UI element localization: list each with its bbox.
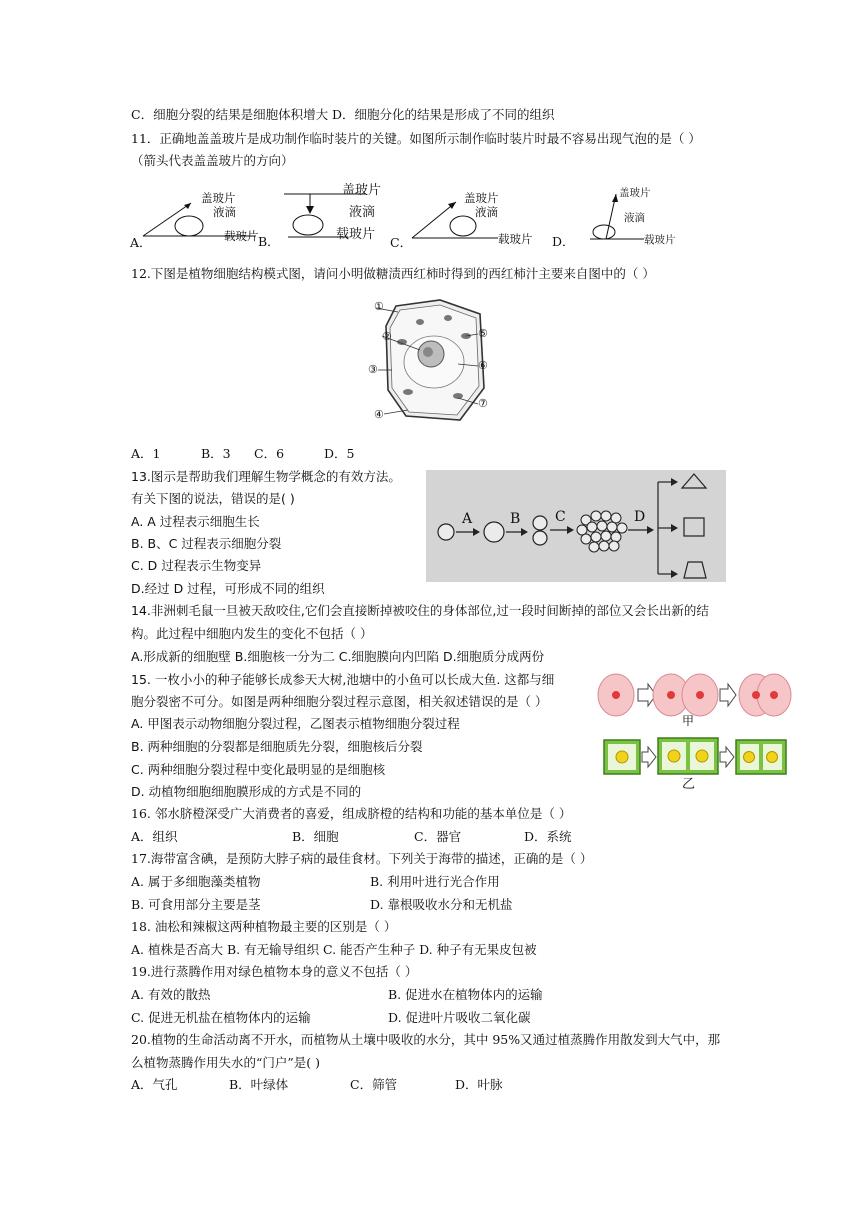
q19-option-d: D. 促进叶片吸收二氧化碳: [388, 1010, 531, 1025]
slide-label: 载玻片: [336, 227, 376, 242]
cell-process-diagram: [426, 470, 726, 582]
cell-label-4: ④: [374, 408, 384, 421]
q17-option-a: A. 属于多细胞藻类植物: [131, 874, 261, 889]
q20-option-d: D．叶脉: [455, 1077, 503, 1092]
q20-stem-line1: 20.植物的生命活动离不开水，而植物从土壤中吸收的水分，其中 95%又通过植蒸腾作用散发到大气中，那: [131, 1032, 721, 1047]
process-label-d: D: [634, 509, 646, 525]
q12-stem: 12.下图是植物细胞结构模式图，请问小明做糖渍西红柿时得到的西红柿汁主要来自图中的（ ）: [131, 266, 655, 281]
droplet-label: 液滴: [624, 212, 645, 224]
q15-stem-line2: 胞分裂密不可分。如图是两种细胞分裂过程示意图，相关叙述错误的是（ ）: [131, 694, 548, 709]
option-letter-b: B．: [258, 234, 280, 249]
q13-option-d: D.经过 D 过程，可形成不同的组织: [131, 581, 325, 596]
process-label-c: C: [555, 509, 566, 525]
q15-option-d: D. 动植物细胞细胞膜形成的方式是不同的: [131, 784, 362, 799]
q18-options: A. 植株是否高大 B. 有无输导组织 C. 能否产生种子 D. 种子有无果皮包被: [131, 942, 537, 957]
q19-option-b: B. 促进水在植物体内的运输: [388, 987, 543, 1002]
q16-option-c: C．器官: [414, 829, 462, 844]
q19-option-a: A. 有效的散热: [131, 987, 211, 1002]
q15-option-a: A. 甲图表示动物细胞分裂过程，乙图表示植物细胞分裂过程: [131, 716, 460, 731]
q12-option-a: A．1: [131, 446, 161, 461]
droplet-label: 液滴: [213, 205, 236, 219]
option-letter-c: C．: [390, 235, 413, 250]
q17-option-b: B. 利用叶进行光合作用: [370, 874, 500, 889]
q13-stem-line1: 13.图示是帮助我们理解生物学概念的有效方法。: [131, 469, 401, 484]
cell-label-5: ⑤: [478, 327, 488, 340]
cover-glass-label: 盖玻片: [619, 187, 651, 199]
q12-option-d: D．5: [324, 446, 355, 461]
cell-label-1: ①: [374, 300, 384, 313]
plant-cell-diagram: [368, 292, 498, 434]
q16-stem: 16. 邻水脐橙深受广大消费者的喜爱，组成脐橙的结构和功能的基本单位是（ ）: [131, 806, 572, 821]
q12-option-c: C．6: [254, 446, 285, 461]
q18-stem: 18. 油松和辣椒这两种植物最主要的区别是（ ）: [131, 919, 397, 934]
cell-division-diagram: [596, 670, 792, 796]
q16-option-a: A．组织: [131, 829, 178, 844]
cover-glass-label: 盖玻片: [201, 191, 236, 205]
q12-option-b: B．3: [201, 446, 231, 461]
q11-figure-a: [131, 186, 261, 248]
cover-glass-label: 盖玻片: [464, 191, 499, 205]
q11-figure-d: [552, 184, 682, 250]
cell-label-7: ⑦: [478, 397, 488, 410]
q14-options: A.形成新的细胞壁 B.细胞核一分为二 C.细胞膜向内凹陷 D.细胞质分成两份: [131, 649, 545, 664]
q13-option-a: A. A 过程表示细胞生长: [131, 514, 260, 529]
q11-note: （箭头代表盖盖玻片的方向）: [131, 153, 294, 168]
q16-option-b: B．细胞: [292, 829, 339, 844]
slide-label: 载玻片: [644, 234, 676, 246]
process-label-a: A: [462, 511, 473, 527]
cell-label-2: ②: [382, 330, 392, 343]
q19-stem: 19.进行蒸腾作用对绿色植物本身的意义不包括（ ）: [131, 964, 418, 979]
droplet-label: 液滴: [475, 205, 498, 219]
q13-stem-line2: 有关下图的说法，错误的是( ): [131, 491, 295, 506]
q15-option-b: B. 两种细胞的分裂都是细胞质先分裂，细胞核后分裂: [131, 739, 423, 754]
q17-stem: 17.海带富含碘，是预防大脖子病的最佳食材。下列关于海带的描述，正确的是（ ）: [131, 851, 593, 866]
q11-stem: 11．正确地盖盖玻片是成功制作临时装片的关键。如图所示制作临时装片时最不容易出现气泡的是（ ）: [131, 131, 701, 146]
q11-figure-c: [390, 186, 533, 250]
q16-option-d: D．系统: [524, 829, 572, 844]
q11-figure-b: [256, 184, 391, 250]
cell-label-6: ⑥: [478, 359, 488, 372]
q10-options-cd: C．细胞分裂的结果是细胞体积增大 D．细胞分化的结果是形成了不同的组织: [131, 107, 555, 122]
q13-option-b: B. B、C 过程表示细胞分裂: [131, 536, 282, 551]
q14-stem-line1: 14.非洲刺毛鼠一旦被天敌咬住,它们会直接断掉被咬住的身体部位,过一段时间断掉的部位又会长出新的结: [131, 603, 709, 618]
q20-stem-line2: 么植物蒸腾作用失水的“门户”是( ): [131, 1055, 321, 1070]
label-jia: 甲: [682, 714, 695, 728]
option-letter-a: A．: [130, 235, 152, 250]
q20-option-b: B．叶绿体: [229, 1077, 289, 1092]
q20-option-c: C．筛管: [350, 1077, 398, 1092]
process-label-b: B: [510, 511, 521, 527]
slide-label: 载玻片: [498, 232, 533, 246]
q15-option-c: C. 两种细胞分裂过程中变化最明显的是细胞核: [131, 762, 386, 777]
q20-option-a: A．气孔: [131, 1077, 178, 1092]
q17-option-d: D. 靠根吸收水分和无机盐: [370, 897, 513, 912]
cover-glass-label: 盖玻片: [342, 183, 382, 198]
cell-label-3: ③: [368, 363, 378, 376]
label-yi: 乙: [682, 777, 696, 792]
option-letter-d: D．: [552, 234, 575, 249]
droplet-label: 液滴: [349, 205, 376, 220]
slide-label: 载玻片: [224, 229, 259, 243]
q17-option-c: B. 可食用部分主要是茎: [131, 897, 261, 912]
q14-stem-line2: 构。此过程中细胞内发生的变化不包括（ ）: [131, 626, 373, 641]
q13-option-c: C. D 过程表示生物变异: [131, 558, 262, 573]
q19-option-c: C. 促进无机盐在植物体内的运输: [131, 1010, 311, 1025]
q15-stem-line1: 15. 一枚小小的种子能够长成参天大树,池塘中的小鱼可以长成大鱼. 这都与细: [131, 672, 555, 687]
